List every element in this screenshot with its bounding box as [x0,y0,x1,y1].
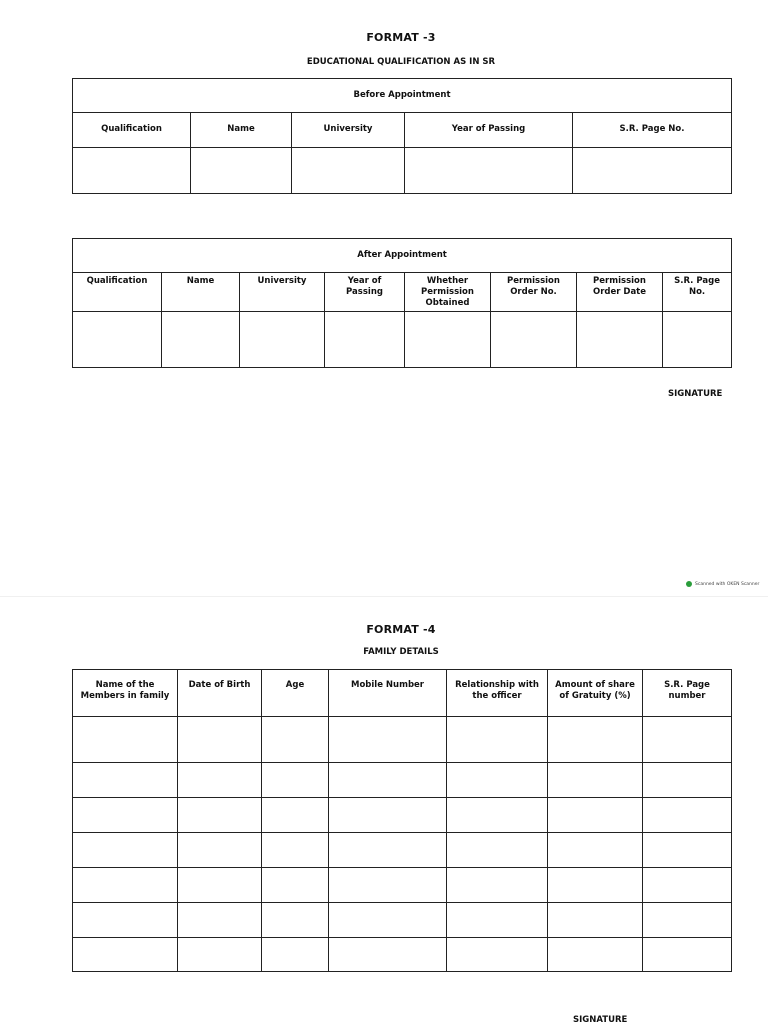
table-cell[interactable] [329,763,447,798]
table-row [73,147,732,193]
table-cell[interactable] [262,938,329,972]
after-appointment-caption: After Appointment [73,239,732,273]
table-cell[interactable] [73,717,178,763]
table-cell[interactable] [178,903,262,938]
table-cell[interactable] [548,833,643,868]
table-cell[interactable] [643,763,732,798]
table-cell[interactable] [447,763,548,798]
table-cell[interactable] [178,763,262,798]
table-cell[interactable] [548,763,643,798]
table-cell[interactable] [447,833,548,868]
table-cell[interactable] [292,147,405,193]
table-cell[interactable] [73,147,191,193]
table-cell[interactable] [329,868,447,903]
table-cell[interactable] [73,868,178,903]
table-cell[interactable] [447,903,548,938]
table-cell[interactable] [548,798,643,833]
column-header-relationship: Relationship with the officer [447,670,548,717]
column-header-sr-page-no: S.R. Page No. [663,273,732,312]
table-cell[interactable] [329,938,447,972]
table-cell[interactable] [329,717,447,763]
table-cell[interactable] [262,763,329,798]
table-cell[interactable] [262,868,329,903]
family-details-table [72,669,732,972]
table-row [73,717,732,763]
table-cell[interactable] [491,312,577,368]
column-header-permission-order-no: Permission Order No. [491,273,577,312]
table-cell[interactable] [162,312,240,368]
table-cell[interactable] [262,833,329,868]
table-row [73,312,732,368]
table-cell[interactable] [329,798,447,833]
table-row [73,868,732,903]
column-header-sr-page-no: S.R. Page No. [573,113,732,147]
column-header-member-name: Name of the Members in family [73,670,178,717]
column-header-permission-obtained: Whether Permission Obtained [405,273,491,312]
table-cell[interactable] [643,868,732,903]
column-header-university: University [292,113,405,147]
table-cell[interactable] [240,312,325,368]
table-cell[interactable] [447,868,548,903]
column-header-university: University [240,273,325,312]
column-header-qualification: Qualification [73,113,191,147]
column-header-name: Name [162,273,240,312]
table-cell[interactable] [262,798,329,833]
table-cell[interactable] [178,868,262,903]
column-header-qualification: Qualification [73,273,162,312]
table-cell[interactable] [548,938,643,972]
scanner-stamp-text: Scanned with OKEN Scanner [695,581,760,587]
table-cell[interactable] [73,763,178,798]
table-cell[interactable] [405,312,491,368]
table-cell[interactable] [573,147,732,193]
table-row [73,938,732,972]
table-cell[interactable] [548,903,643,938]
table-cell[interactable] [329,833,447,868]
page-divider [0,596,768,597]
table-cell[interactable] [577,312,663,368]
table-cell[interactable] [447,798,548,833]
column-header-year-of-passing: Year of Passing [325,273,405,312]
table-cell[interactable] [178,717,262,763]
format4-title: FORMAT -4 [366,623,436,636]
before-appointment-table [72,78,732,194]
column-header-sr-page-number: S.R. Page number [643,670,732,717]
table-cell[interactable] [548,868,643,903]
table-cell[interactable] [73,938,178,972]
table-cell[interactable] [643,798,732,833]
column-header-name: Name [191,113,292,147]
table-row [73,763,732,798]
table-cell[interactable] [447,938,548,972]
scanner-stamp [686,581,759,587]
table-cell[interactable] [643,833,732,868]
table-cell[interactable] [262,717,329,763]
scanner-logo-icon [686,581,692,587]
table-cell[interactable] [643,938,732,972]
column-header-year-of-passing: Year of Passing [405,113,573,147]
table-cell[interactable] [643,717,732,763]
table-row [73,903,732,938]
column-header-date-of-birth: Date of Birth [178,670,262,717]
table-row [73,833,732,868]
table-cell[interactable] [73,833,178,868]
table-row [73,798,732,833]
table-cell[interactable] [73,903,178,938]
table-cell[interactable] [548,717,643,763]
column-header-permission-order-date: Permission Order Date [577,273,663,312]
format3-subtitle: EDUCATIONAL QUALIFICATION AS IN SR [306,57,496,67]
table-cell[interactable] [663,312,732,368]
column-header-gratuity-share: Amount of share of Gratuity (%) [548,670,643,717]
table-cell[interactable] [73,798,178,833]
table-cell[interactable] [405,147,573,193]
before-appointment-caption: Before Appointment [73,79,732,113]
format4-subtitle: FAMILY DETAILS [363,647,439,657]
column-header-mobile-number: Mobile Number [329,670,447,717]
table-cell[interactable] [447,717,548,763]
format4-signature: SIGNATURE [573,1015,628,1025]
format3-signature: SIGNATURE [668,389,723,399]
table-cell[interactable] [178,938,262,972]
column-header-age: Age [262,670,329,717]
after-appointment-table [72,238,732,368]
table-cell[interactable] [191,147,292,193]
table-cell[interactable] [178,798,262,833]
table-cell[interactable] [73,312,162,368]
table-cell[interactable] [329,903,447,938]
format3-title: FORMAT -3 [366,31,436,44]
table-cell[interactable] [643,903,732,938]
table-cell[interactable] [325,312,405,368]
table-cell[interactable] [262,903,329,938]
table-cell[interactable] [178,833,262,868]
